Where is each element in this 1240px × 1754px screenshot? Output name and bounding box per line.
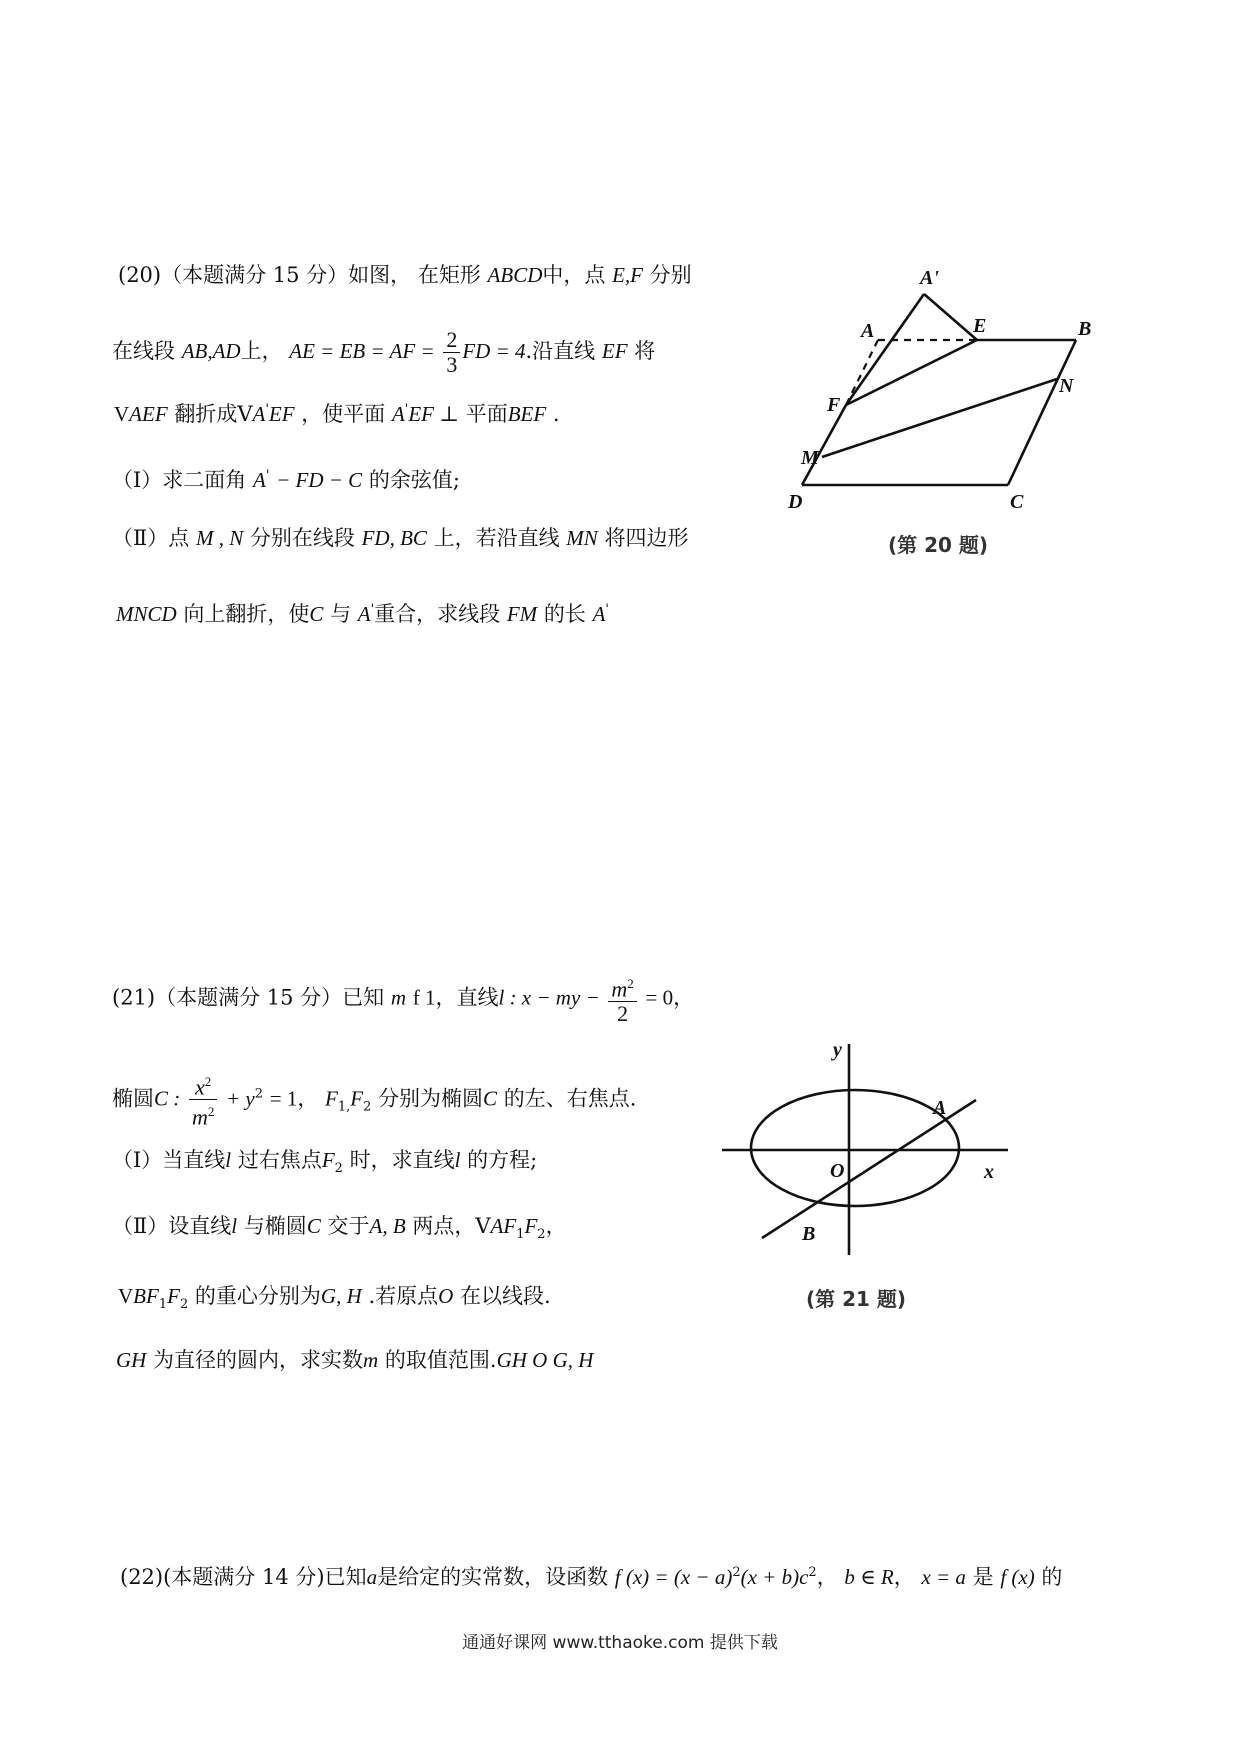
edge-B-C xyxy=(1008,340,1076,485)
edge-Ap-E xyxy=(924,294,977,340)
label-M: M xyxy=(801,447,819,469)
label-x: x xyxy=(984,1161,994,1183)
label-E: E xyxy=(973,315,987,337)
p20-line-1: (20)（本题满分 15 分）如图， 在矩形 ABCD中，点 E,F 分别 xyxy=(118,263,692,287)
p20-line-5: （Ⅱ）点 M , N 分别在线段 FD, BC 上，若沿直线 MN 将四边形 xyxy=(112,526,689,550)
edge-F-D xyxy=(802,405,846,485)
p21-line-4: （Ⅱ）设直线l 与椭圆C 交于A, B 两点，$VAF_1F_2$， xyxy=(112,1214,567,1243)
p20-line-3: VAEF 翻折成VA'EF ，使平面 A'EF ⊥ 平面BEF . xyxy=(114,402,560,426)
figure-20-caption: (第 20 题) xyxy=(888,533,989,557)
fraction-x2-m2: $\frac{x^2}{m^2}$ xyxy=(189,1070,217,1130)
label-F: F xyxy=(827,394,841,416)
problem-22-line: (22)(本题满分 14 分)已知a是给定的实常数，设函数 f $(x) = (x - a)^2(x + b)c^2$， b ∈ R， x = a 是 f (x) 的 xyxy=(120,1565,1063,1589)
p21-line-2: 椭圆C : $\frac{x^2}{m^2}$ + $y^2 = 1$， $F_{1,}F_2$ 分别为椭圆C 的左、右焦点. xyxy=(112,1070,636,1130)
p21-line-3: （Ⅰ）当直线l 过右焦点$F_2$ 时，求直线l 的方程; xyxy=(112,1148,538,1177)
label-y: y xyxy=(833,1039,842,1061)
label-N: N xyxy=(1059,375,1074,397)
fraction-m2-2: $\frac{m^2}{2}$ xyxy=(608,972,636,1026)
fraction-2-3: $\frac{2}{3}$ xyxy=(443,328,460,377)
label-O: O xyxy=(830,1160,845,1182)
line-l xyxy=(762,1100,976,1238)
edge-F-E xyxy=(846,340,977,405)
edge-Ap-F xyxy=(846,294,924,405)
p21-line-5: $VBF_1F_2$ 的重心分别为G, H .若原点O 在以线段. xyxy=(118,1284,551,1313)
figure-20-diagram xyxy=(770,262,1110,518)
page-footer: 通通好课网 www.tthaoke.com 提供下载 xyxy=(462,1633,778,1653)
figure-21-diagram xyxy=(722,1030,1022,1260)
p20-line-2: 在线段 AB,AD上， AE = EB = AF = $\frac{2}{3}$ FD = 4.沿直线 EF 将 xyxy=(112,327,656,377)
label-C: C xyxy=(1010,491,1024,513)
p20-line-6: MNCD 向上翻折，使C 与 A'重合，求线段 FM 的长 A' xyxy=(116,602,609,626)
label-Ap: A' xyxy=(920,267,939,289)
label-B: B xyxy=(1078,318,1092,340)
label-B: B xyxy=(802,1223,816,1245)
p21-line-1: (21)（本题满分 15 分）已知 m f 1，直线l : x − my − $\frac{m^2}{2}$ = 0， xyxy=(112,972,694,1026)
ellipse-C xyxy=(751,1090,959,1206)
dashed-A-F xyxy=(846,340,878,405)
p20-line-4: （Ⅰ）求二面角 A' − FD − C 的余弦值; xyxy=(112,468,460,492)
p21-line-6: GH 为直径的圆内，求实数m 的取值范围.GH O G, H xyxy=(116,1348,594,1372)
label-A: A xyxy=(861,320,875,342)
label-D: D xyxy=(788,491,803,513)
label-A: A xyxy=(933,1097,947,1119)
figure-21-caption: (第 21 题) xyxy=(806,1287,907,1311)
